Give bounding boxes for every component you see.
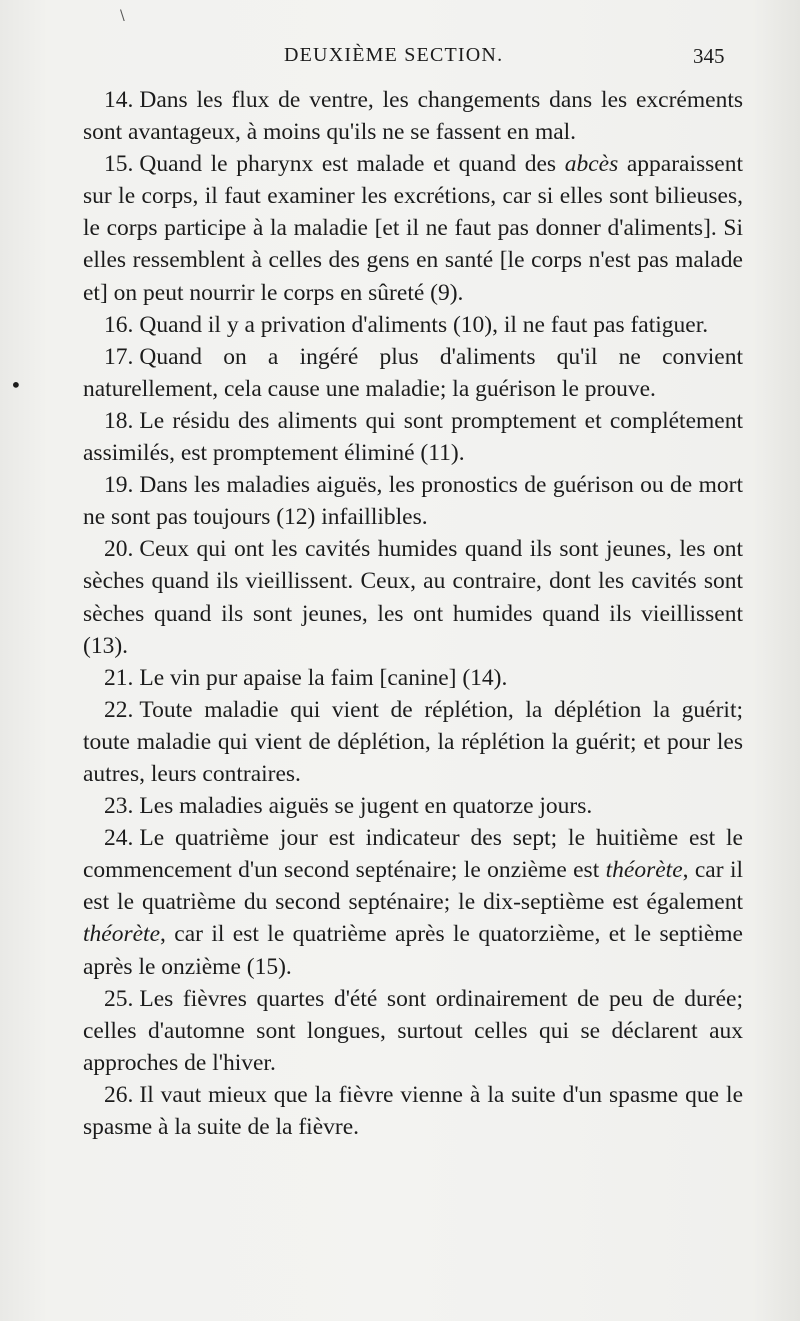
aphorism-italic-term: abcès: [564, 151, 619, 178]
aphorism-text: Toute maladie qui vient de réplétion, la déplétion la guérit; toute maladie qui vient de déplétion, la réplétion la guérit; et pour les autres, leurs contraires.: [83, 696, 743, 787]
aphorism-number: 14.: [104, 87, 134, 113]
aphorism-number: 18.: [104, 407, 134, 434]
aphorism-italic-term: théorète: [605, 857, 683, 884]
aphorism-text: Dans les flux de ventre, les changements dans les excréments sont avantageux, à moins qu'ils ne se fassent en mal.: [83, 87, 743, 146]
section-title: DEUXIÈME SECTION.: [284, 44, 504, 66]
aphorism-25: [83, 983, 743, 1079]
aphorism-24: [83, 822, 743, 982]
aphorism-number: 21.: [104, 664, 134, 691]
aphorism-text: apparaissent sur le corps, il faut examiner les excrétions, car si elles sont bilieuses, le corps participe à la maladie [et il ne faut pas donner d'aliments]. Si elles ressemblent à celles des gens en santé [le corps n'est pas malade et] on peut nourrir le corps en sûreté (9).: [83, 151, 743, 306]
aphorism-number: 25.: [104, 985, 134, 1012]
aphorism-17: [83, 341, 743, 405]
page-number: 345: [693, 44, 725, 68]
aphorism-number: 15.: [104, 151, 134, 178]
margin-dot: •: [10, 373, 22, 397]
aphorism-16: [83, 309, 743, 341]
aphorism-19: [83, 469, 743, 533]
aphorism-text: Quand le pharynx est malade et quand des: [139, 151, 565, 178]
aphorism-text: , car il est le quatrième après le quatorzième, et le septième après le onzième (15).: [83, 921, 743, 980]
aphorism-14: [83, 84, 743, 148]
aphorism-number: 22.: [104, 696, 134, 723]
aphorism-text: , car il est le quatrième du second septénaire; le dix-septième est également: [83, 857, 744, 916]
aphorism-number: 24.: [104, 825, 134, 852]
margin-mark: \: [120, 8, 125, 24]
aphorism-text: Les maladies aiguës se jugent en quatorze jours.: [139, 793, 593, 820]
aphorism-26: [83, 1079, 743, 1143]
aphorism-number: 20.: [104, 536, 134, 563]
aphorisms-body: [83, 84, 743, 1143]
aphorism-text: Le quatrième jour est indicateur des sept; le huitième est le commencement d'un second septénaire; le onzième est: [83, 825, 743, 884]
aphorism-22: [83, 694, 743, 790]
aphorism-text: Le vin pur apaise la faim [canine] (14).: [139, 664, 508, 691]
aphorism-text: Ceux qui ont les cavités humides quand ils sont jeunes, les ont sèches quand ils vieillissent. Ceux, au contraire, dont les cavités sont sèches quand ils sont jeunes, les ont humides quand ils vieillissent (13).: [83, 536, 743, 659]
aphorism-text: Il vaut mieux que la fièvre vienne à la suite d'un spasme que le spasme à la suite de la fièvre.: [83, 1081, 743, 1140]
aphorism-text: Les fièvres quartes d'été sont ordinairement de peu de durée; celles d'automne sont longues, surtout celles qui se déclarent aux approches de l'hiver.: [83, 985, 743, 1076]
aphorism-italic-term: théorète: [83, 921, 160, 948]
running-head: [0, 44, 800, 74]
aphorism-text: Quand on a ingéré plus d'aliments qu'il ne convient naturellement, cela cause une maladie; la guérison le prouve.: [83, 343, 743, 402]
aphorism-15: [83, 148, 743, 308]
aphorism-23: [83, 790, 743, 822]
aphorism-text: Le résidu des aliments qui sont promptement et complétement assimilés, est promptement éliminé (11).: [83, 407, 743, 467]
aphorism-18: [83, 405, 743, 469]
aphorism-number: 17.: [104, 343, 134, 370]
aphorism-text: Quand il y a privation d'aliments (10), il ne faut pas fatiguer.: [139, 311, 709, 338]
aphorism-20: [83, 533, 743, 661]
aphorism-number: 16.: [104, 311, 134, 338]
aphorism-number: 23.: [104, 793, 134, 820]
aphorism-number: 26.: [104, 1081, 134, 1108]
aphorism-21: [83, 662, 743, 694]
aphorism-number: 19.: [104, 472, 134, 499]
aphorism-text: Dans les maladies aiguës, les pronostics de guérison ou de mort ne sont pas toujours (12) infaillibles.: [83, 472, 743, 531]
